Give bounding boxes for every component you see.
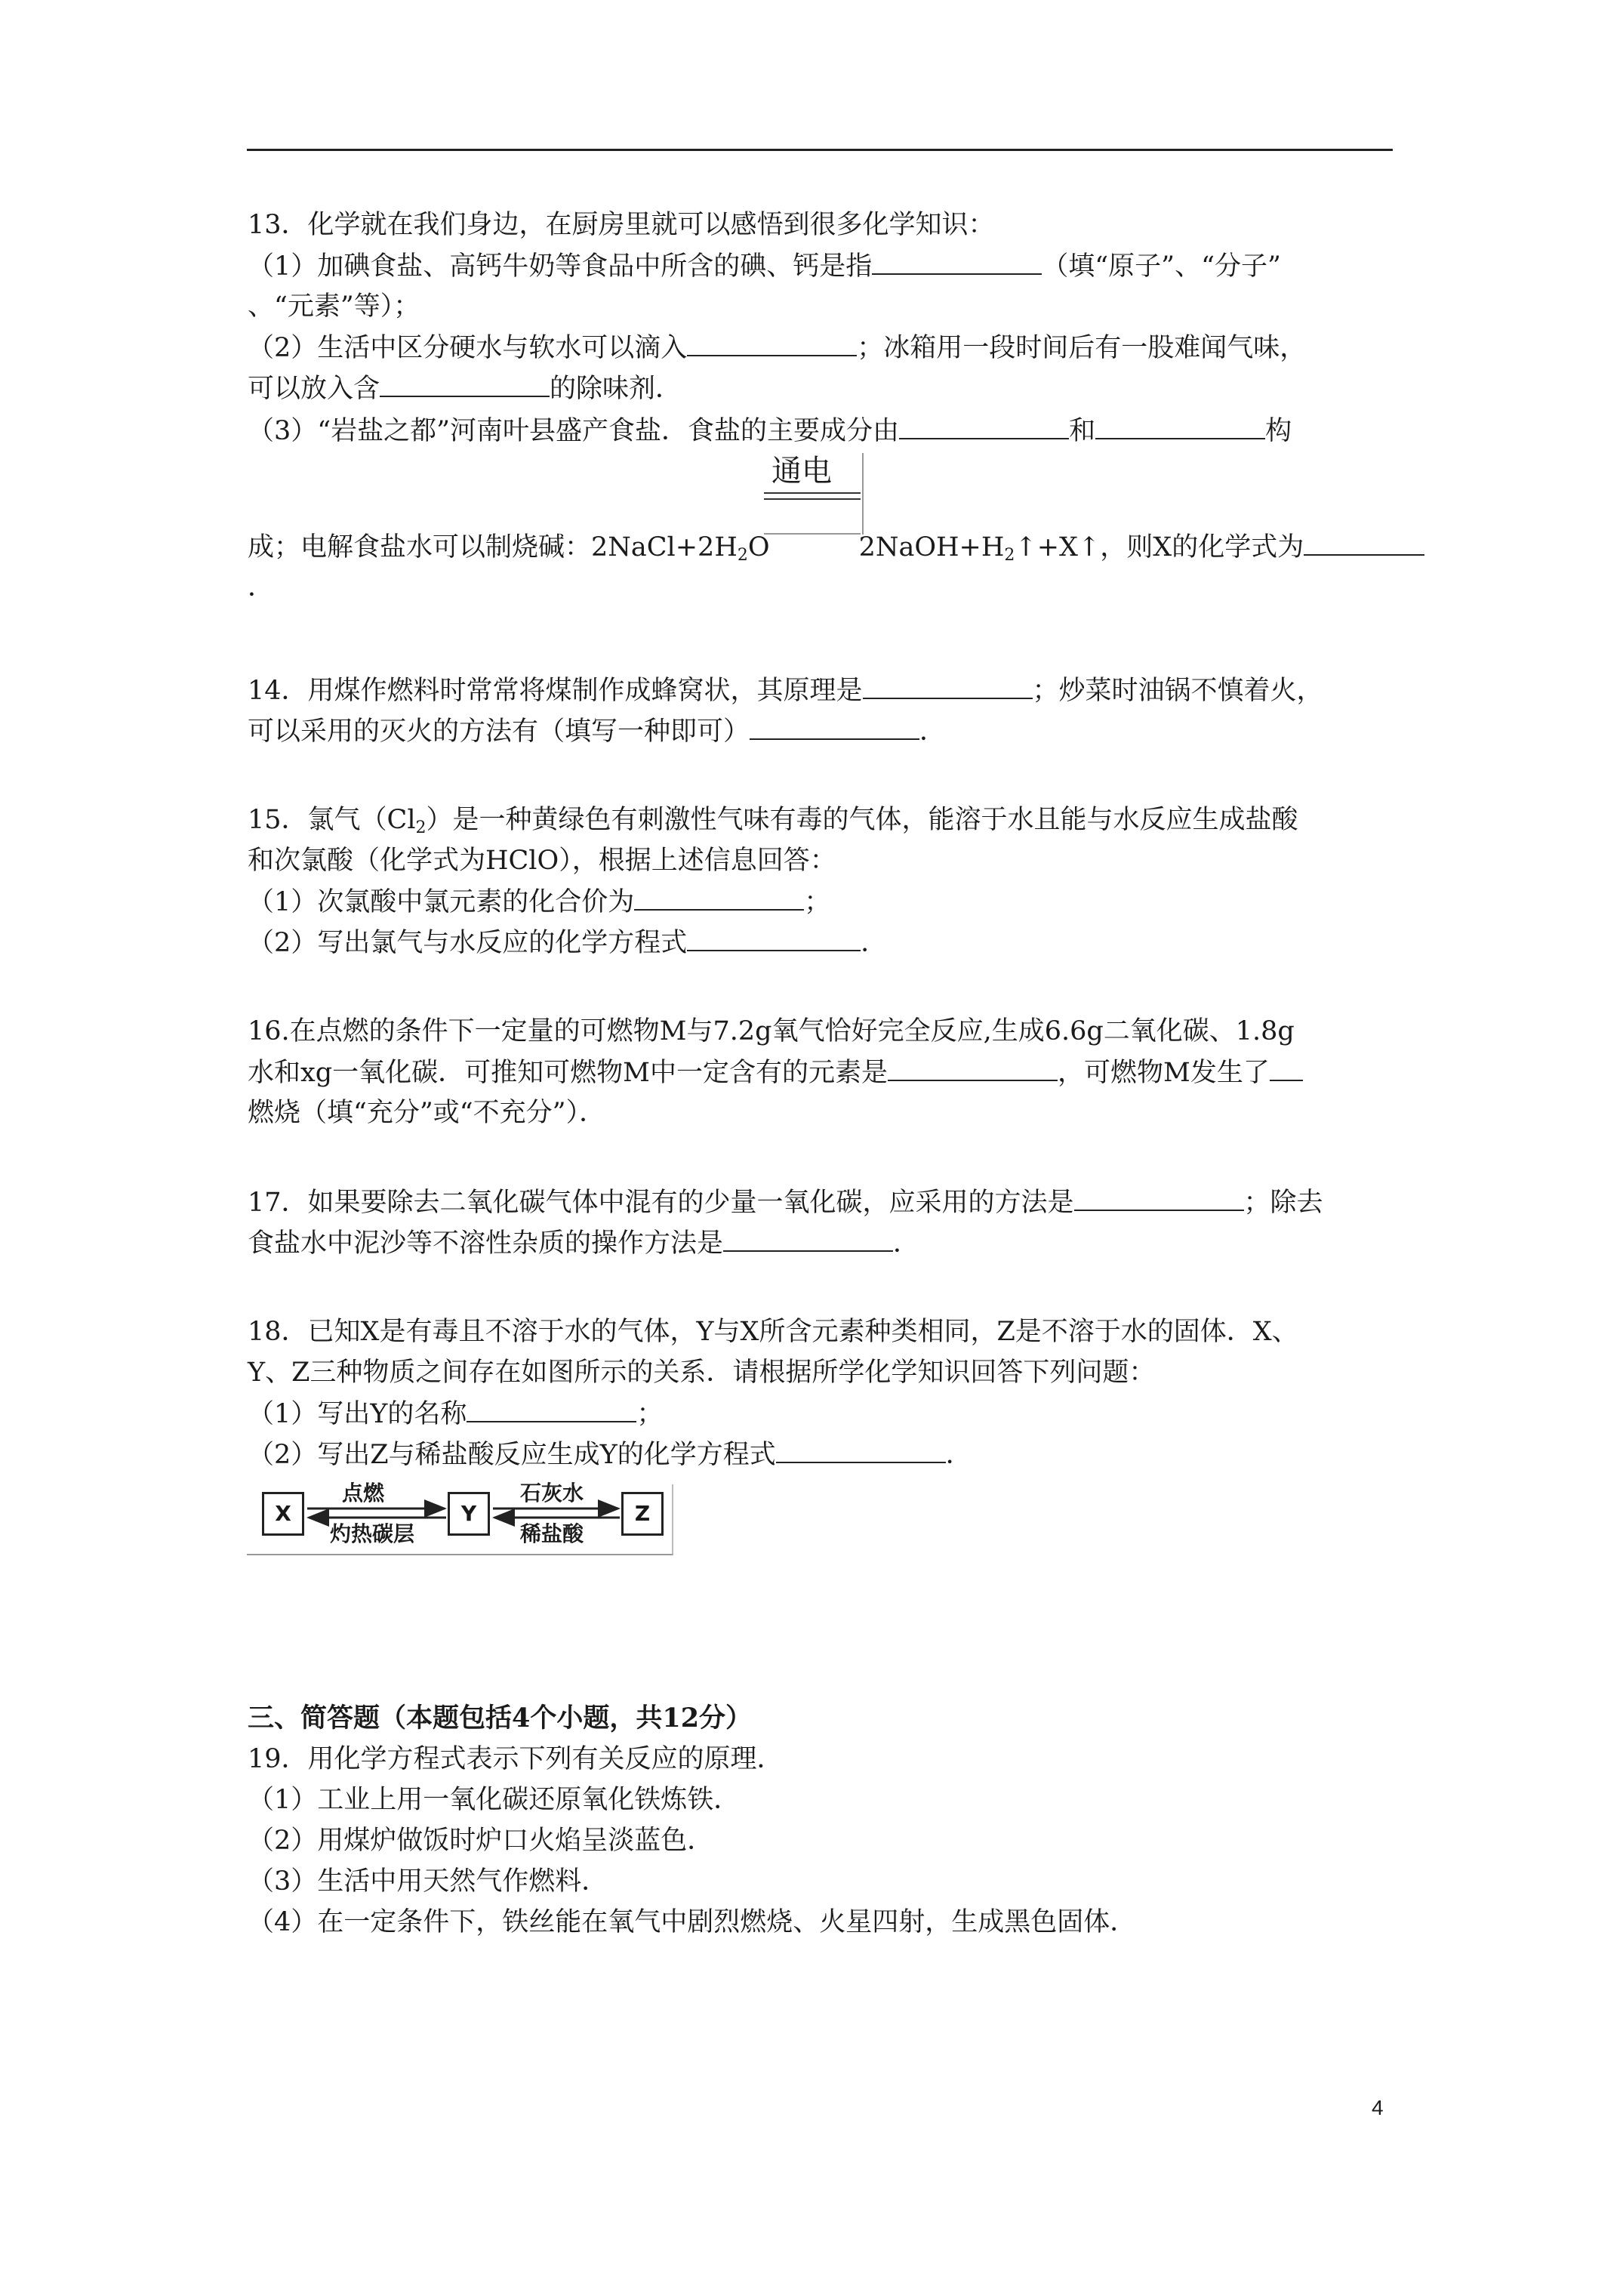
q19-item-3: （3）生活中用天然气作燃料． — [248, 1866, 608, 1897]
q18-line2: Y、Z三种物质之间存在如图所示的关系．请根据所学化学知识回答下列问题： — [248, 1358, 1156, 1388]
q14-line1: 14．用煤作燃料时常常将煤制作成蜂窝状，其原理是 ；炒菜时油锅不慎着火， — [248, 673, 1323, 707]
node-y: Y — [448, 1492, 490, 1536]
q13-part2-cont: 可以放入含 的除味剂． — [248, 371, 682, 405]
answer-blank[interactable] — [863, 673, 1033, 699]
answer-blank[interactable] — [467, 1397, 636, 1422]
q19-item-4: （4）在一定条件下，铁丝能在氧气中剧烈燃烧、火星四射，生成黑色固体． — [248, 1907, 1137, 1937]
q17-line2: 食盐水中泥沙等不溶性杂质的操作方法是 ． — [248, 1226, 919, 1260]
q13-equation-line: 成；电解食盐水可以制烧碱：$2NaCl+2H_2O$ $2NaOH+H_2↑+X↑$，则X的化学式为 — [248, 530, 1424, 564]
answer-blank[interactable] — [687, 926, 861, 951]
q13-part1: （1）加碘食盐、高钙牛奶等食品中所含的碘、钙是指 （填“原子”、“分子” — [248, 249, 1281, 283]
q13-part1-cont: 、“元素”等）； — [248, 291, 420, 322]
q15-part1: （1）次氯酸中氯元素的化合价为 ； — [248, 885, 830, 919]
label-xy-top: 点燃 — [342, 1481, 385, 1505]
reaction-condition — [764, 453, 864, 535]
answer-blank[interactable] — [899, 414, 1069, 439]
q13-end: ． — [248, 572, 275, 603]
answer-blank[interactable] — [1074, 1185, 1244, 1211]
answer-blank[interactable] — [1270, 1056, 1303, 1081]
answer-blank[interactable] — [1304, 530, 1424, 556]
diagram-arrows — [247, 1484, 673, 1555]
q19-item-2: （2）用煤炉做饭时炉口火焰呈淡蓝色． — [248, 1826, 714, 1856]
answer-blank[interactable] — [776, 1438, 946, 1463]
q16-line3: 燃烧（填“充分”或“不充分”）． — [248, 1098, 606, 1128]
q19-item-1: （1）工业上用一氧化碳还原氧化铁炼铁． — [248, 1785, 741, 1815]
q18-part1: （1）写出Y的名称 ； — [248, 1397, 663, 1431]
q18-line1: 18．已知X是有毒且不溶于水的气体，Y与X所含元素种类相同，Z是不溶于水的固体．X、 — [248, 1317, 1298, 1347]
q13-part3: （3）“岩盐之都”河南叶县盛产食盐．食盐的主要成分由 和 构 — [248, 414, 1292, 448]
section-heading: 三、简答题（本题包括4个小题，共12分） — [248, 1703, 753, 1734]
answer-blank[interactable] — [723, 1226, 893, 1252]
relationship-diagram — [247, 1481, 673, 1555]
answer-blank[interactable] — [1095, 414, 1265, 439]
header-rule — [247, 149, 1393, 151]
condition-arrow-line — [764, 492, 861, 494]
q17-line1: 17．如果要除去二氧化碳气体中混有的少量一氧化碳，应采用的方法是 ；除去 — [248, 1185, 1323, 1219]
condition-arrow-line — [764, 498, 861, 500]
answer-blank[interactable] — [872, 249, 1042, 275]
answer-blank[interactable] — [634, 885, 804, 911]
page-number: 4 — [1372, 2096, 1384, 2119]
q16-line2: 水和xg一氧化碳．可推知可燃物M中一定含有的元素是 ，可燃物M发生了 — [248, 1056, 1303, 1089]
answer-blank[interactable] — [380, 371, 550, 397]
node-x: X — [262, 1492, 304, 1536]
q13-stem: 13．化学就在我们身边，在厨房里就可以感悟到很多化学知识： — [248, 210, 995, 240]
q15-part2: （2）写出氯气与水反应的化学方程式 ． — [248, 926, 887, 960]
answer-blank[interactable] — [687, 331, 857, 356]
answer-blank[interactable] — [888, 1056, 1058, 1081]
label-yz-bottom: 稀盐酸 — [520, 1521, 584, 1546]
q15-line2: 和次氯酸（化学式为HClO），根据上述信息回答： — [248, 846, 836, 876]
q13-part2: （2）生活中区分硬水与软水可以滴入 ；冰箱用一段时间后有一股难闻气味， — [248, 331, 1306, 365]
answer-blank[interactable] — [750, 714, 919, 740]
q19-stem: 19．用化学方程式表示下列有关反应的原理． — [248, 1744, 784, 1774]
q14-line2: 可以采用的灭火的方法有（填写一种即可） ． — [248, 714, 946, 748]
node-z: Z — [621, 1492, 664, 1536]
condition-label: 通电 — [771, 454, 832, 488]
label-yz-top: 石灰水 — [520, 1481, 584, 1505]
q18-part2: （2）写出Z与稀盐酸反应生成Y的化学方程式 ． — [248, 1438, 972, 1472]
q15-line1: 15．氯气$(Cl_2)$是一种黄绿色有刺激性气味有毒的气体，能溶于水且能与水反应生成盐酸 — [248, 805, 1298, 837]
q16-line1: 16.在点燃的条件下一定量的可燃物M与7.2g氧气恰好完全反应,生成6.6g二氧化碳、1.8g — [248, 1016, 1295, 1046]
label-xy-bottom: 灼热碳层 — [330, 1521, 415, 1546]
